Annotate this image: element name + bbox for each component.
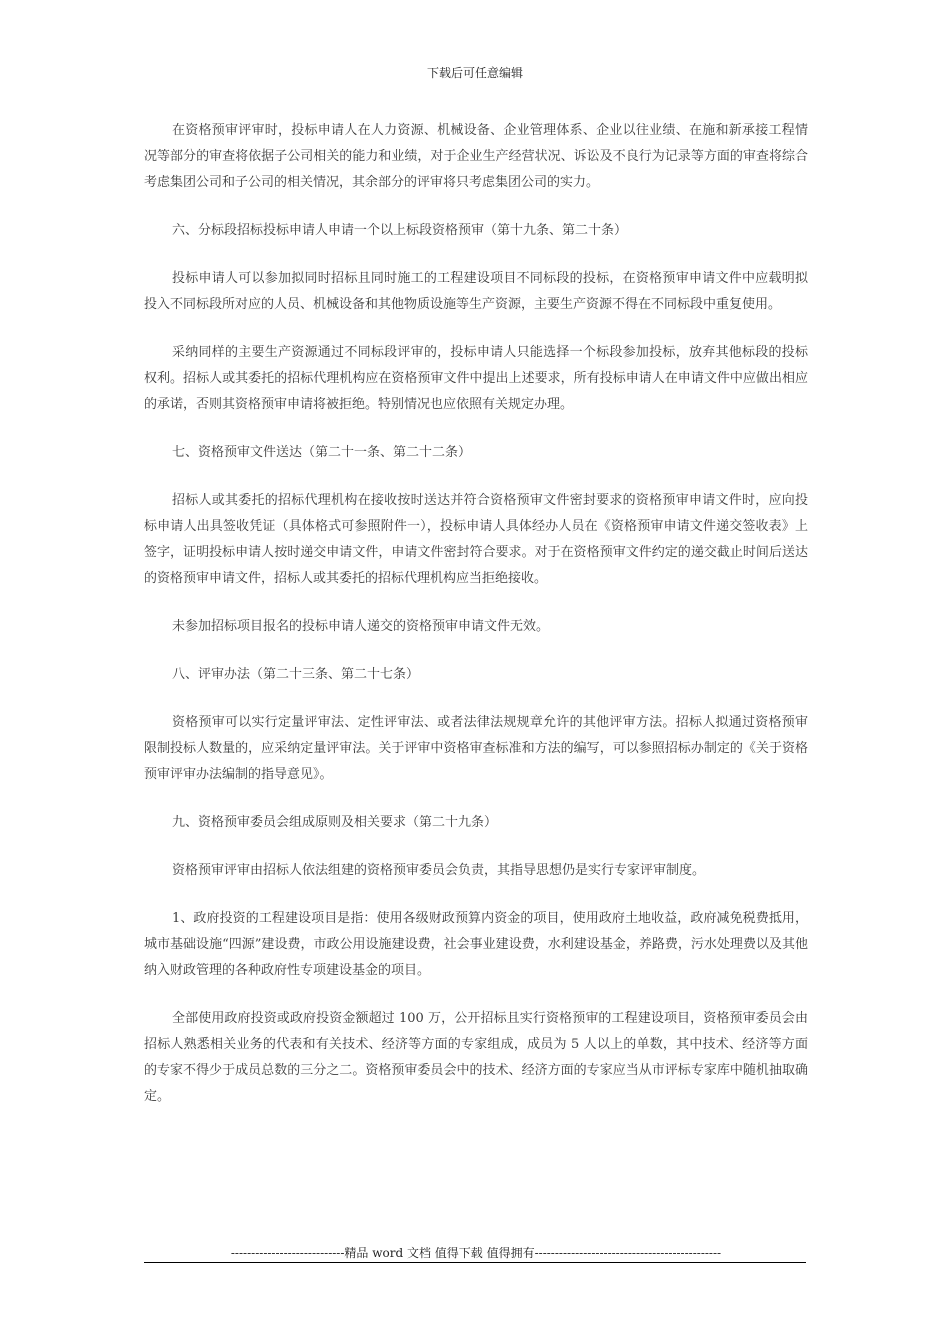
paragraph-1: 在资格预审评审时，投标申请人在人力资源、机械设备、企业管理体系、企业以往业绩、在施和新承接工程情况等部分的审查将依据子公司相关的能力和业绩，对于企业生产经营状况、诉讼及不良行为记录等方面的审查将综合考虑集团公司和子公司的相关情况，其余部分的评审将只考虑集团公司的实力。 [144, 123, 808, 190]
section-heading-7: 七、资格预审文件送达（第二十一条、第二十二条） [172, 445, 472, 460]
paragraph-6: 资格预审可以实行定量评审法、定性评审法、或者法律法规规章允许的其他评审方法。招标人拟通过资格预审限制投标人数量的，应采纳定量评审法。关于评审中资格审查标准和方法的编写，可以参照招标办制定的《关于资格预审评审办法编制的指导意见》。 [144, 715, 808, 782]
paragraph-4: 招标人或其委托的招标代理机构在接收按时送达并符合资格预审文件密封要求的资格预审申请文件时，应向投标申请人出具签收凭证（具体格式可参照附件一），投标申请人具体经办人员在《资格预审申请文件递交签收表》上签字，证明投标申请人按时递交申请文件，申请文件密封符合要求。对于在资格预审文件约定的递交截止时间后送达的资格预审申请文件，招标人或其委托的招标代理机构应当拒绝接收。 [144, 493, 808, 586]
paragraph-8: 1、政府投资的工程建设项目是指：使用各级财政预算内资金的项目，使用政府土地收益，政府减免税费抵用，城市基础设施“四源”建设费，市政公用设施建设费，社会事业建设费，水利建设基金，养路费，污水处理费以及其他纳入财政管理的各种政府性专项建设基金的项目。 [144, 911, 808, 978]
section-heading-6: 六、分标段招标投标申请人申请一个以上标段资格预审（第十九条、第二十条） [172, 223, 628, 238]
page-footer: ----------------------------精品 word 文档 值得下载 值得拥有---------------------------------------------- [230, 1246, 722, 1260]
page-header: 下载后可任意编辑 [426, 66, 523, 80]
paragraph-2: 投标申请人可以参加拟同时招标且同时施工的工程建设项目不同标段的投标，在资格预审申请文件中应载明拟投入不同标段所对应的人员、机械设备和其他物质设施等生产资源，主要生产资源不得在不同标段中重复使用。 [144, 271, 808, 312]
footer-divider [144, 1262, 806, 1263]
paragraph-9: 全部使用政府投资或政府投资金额超过 100 万，公开招标且实行资格预审的工程建设项目，资格预审委员会由招标人熟悉相关业务的代表和有关技术、经济等方面的专家组成，成员为 5 人以上的单数，其中技术、经济等方面的专家不得少于成员总数的三分之二。资格预审委员会中的技术、经济方面的专家应当从市评标专家库中随机抽取确定。 [144, 1011, 808, 1104]
section-heading-8: 八、评审办法（第二十三条、第二十七条） [172, 667, 420, 682]
paragraph-7: 资格预审评审由招标人依法组建的资格预审委员会负责，其指导思想仍是实行专家评审制度。 [172, 863, 706, 878]
paragraph-3: 采纳同样的主要生产资源通过不同标段评审的，投标申请人只能选择一个标段参加投标，放弃其他标段的投标权利。招标人或其委托的招标代理机构应在资格预审文件中提出上述要求，所有投标申请人在申请文件中应做出相应的承诺，否则其资格预审申请将被拒绝。特别情况也应依照有关规定办理。 [144, 345, 808, 412]
document-body [144, 118, 808, 1132]
section-heading-9: 九、资格预审委员会组成原则及相关要求（第二十九条） [172, 815, 498, 830]
paragraph-5: 未参加招标项目报名的投标申请人递交的资格预审申请文件无效。 [172, 619, 550, 634]
